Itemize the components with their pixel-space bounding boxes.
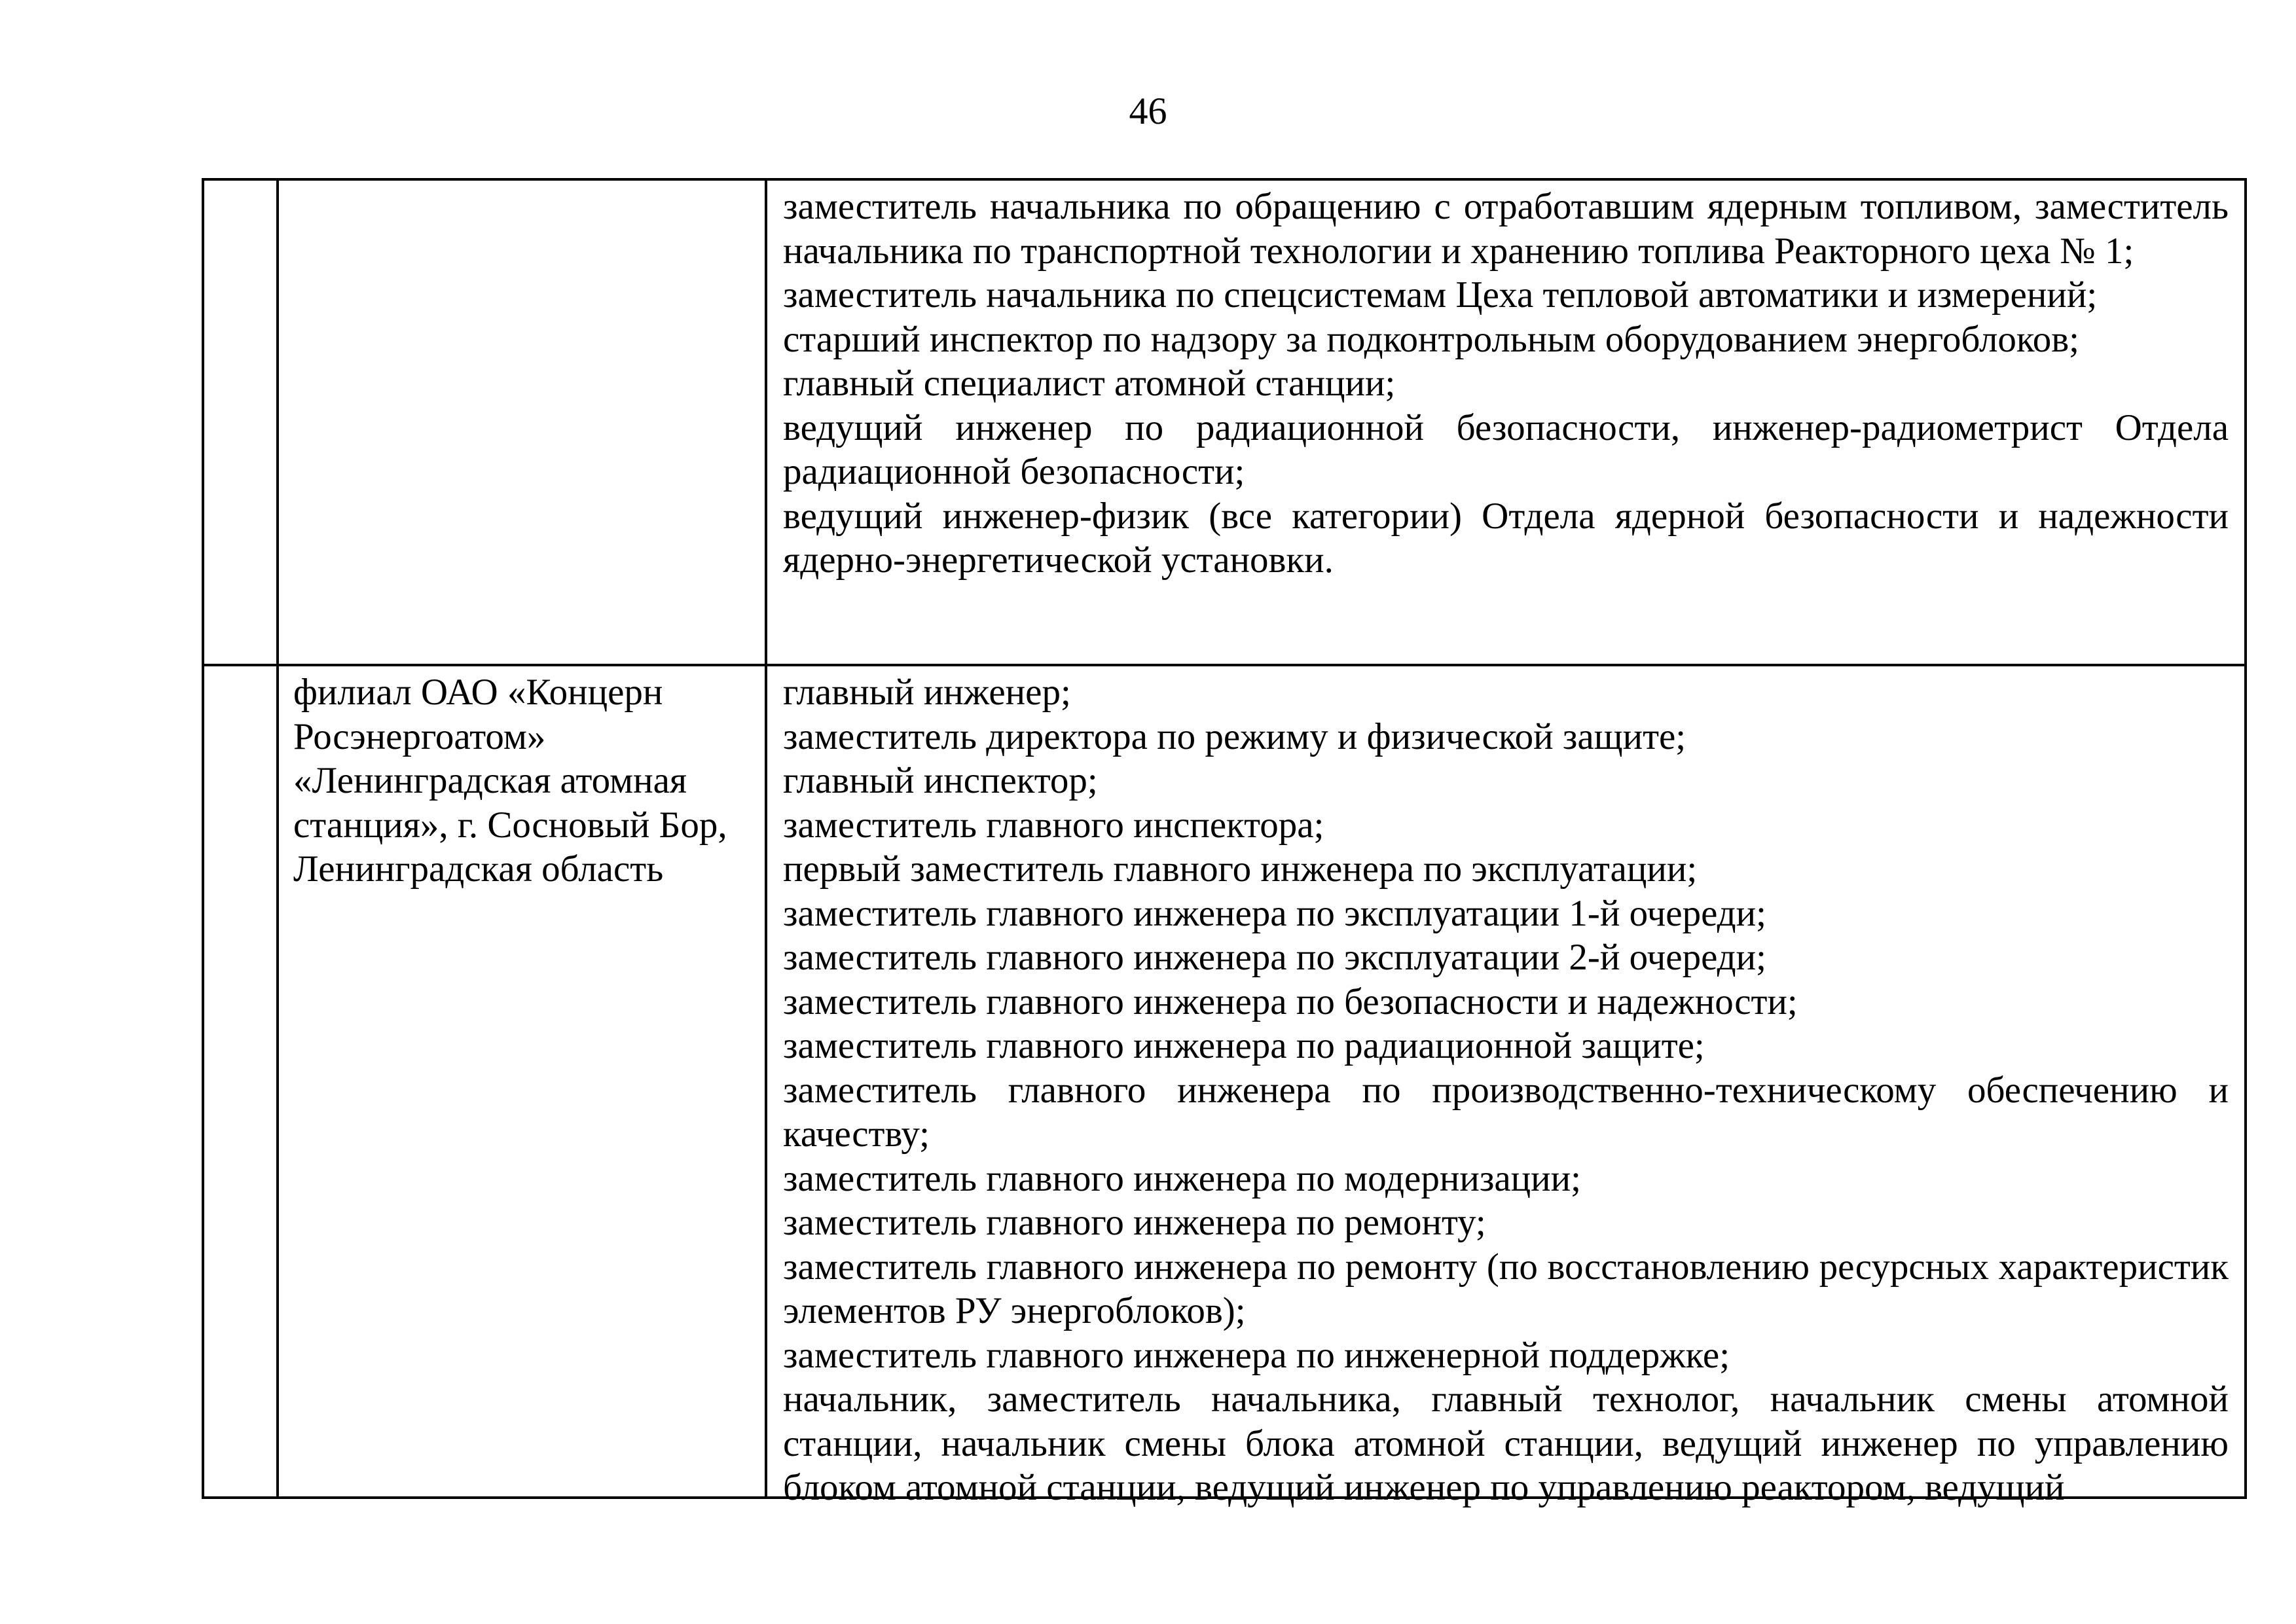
table-row-2-organization-cell	[293, 670, 759, 892]
duty-item: заместитель начальника по спецсистемам Цеха тепловой автоматики и измерений;	[783, 274, 2098, 316]
duty-item: заместитель главного инженера по радиационной защите;	[783, 1025, 1705, 1066]
duty-item: заместитель главного инженера по ремонту;	[783, 1202, 1486, 1243]
organization-line: филиал ОАО «Концерн	[293, 672, 663, 713]
duty-item: главный специалист атомной станции;	[783, 363, 1396, 404]
duty-item: заместитель главного инженера по эксплуатации 2-й очереди;	[783, 937, 1766, 978]
duty-item: ведущий инженер по радиационной безопасности, инженер-радиометрист Отдела радиационной безопасности;	[783, 406, 2229, 492]
organization-line: «Ленинградская атомная	[293, 760, 687, 801]
table-row-2-duties-cell	[783, 670, 2229, 1510]
duty-item: заместитель главного инспектора;	[783, 804, 1324, 846]
duty-item: заместитель главного инженера по ремонту (по восстановлению ресурсных характеристик элементов РУ энергоблоков);	[783, 1246, 2229, 1331]
table-column-divider	[276, 181, 279, 1496]
duty-item: ведущий инженер-физик (все категории) Отдела ядерной безопасности и надежности ядерно-энергетической установки.	[783, 495, 2229, 581]
organization-line: Ленинградская область	[293, 848, 664, 890]
duty-item: заместитель главного инженера по безопасности и надежности;	[783, 981, 1798, 1022]
duty-item: первый заместитель главного инженера по эксплуатации;	[783, 848, 1698, 890]
table-column-divider	[765, 181, 767, 1496]
duty-item: начальник, заместитель начальника, главный технолог, начальник смены атомной станции, начальник смены блока атомной станции, ведущий инженер по управлению блоком атомной станции, ведущий инженер по управлению реактором, ведущий	[783, 1379, 2229, 1508]
duty-item: заместитель главного инженера по модернизации;	[783, 1157, 1582, 1199]
page-number: 46	[1129, 90, 1167, 132]
duty-item: заместитель начальника по обращению с отработавшим ядерным топливом, заместитель начальника по транспортной технологии и хранению топлива Реакторного цеха № 1;	[783, 186, 2229, 272]
organization-line: Росэнергоатом»	[293, 715, 546, 757]
table-row-divider	[204, 664, 2244, 666]
duty-item: заместитель главного инженера по производственно-техническому обеспечению и качеству;	[783, 1069, 2229, 1155]
organization-line: станция», г. Сосновый Бор,	[293, 804, 727, 846]
duty-item: старший инспектор по надзору за подконтрольным оборудованием энергоблоков;	[783, 318, 2079, 360]
duty-item: главный инженер;	[783, 672, 1071, 713]
positions-table	[202, 178, 2247, 1508]
duty-item: заместитель главного инженера по инженерной поддержке;	[783, 1334, 1730, 1376]
duty-item: заместитель директора по режиму и физической защите;	[783, 715, 1686, 757]
table-row-1-duties-cell	[783, 185, 2229, 583]
duty-item: главный инспектор;	[783, 760, 1098, 801]
duty-item: заместитель главного инженера по эксплуатации 1-й очереди;	[783, 892, 1766, 934]
